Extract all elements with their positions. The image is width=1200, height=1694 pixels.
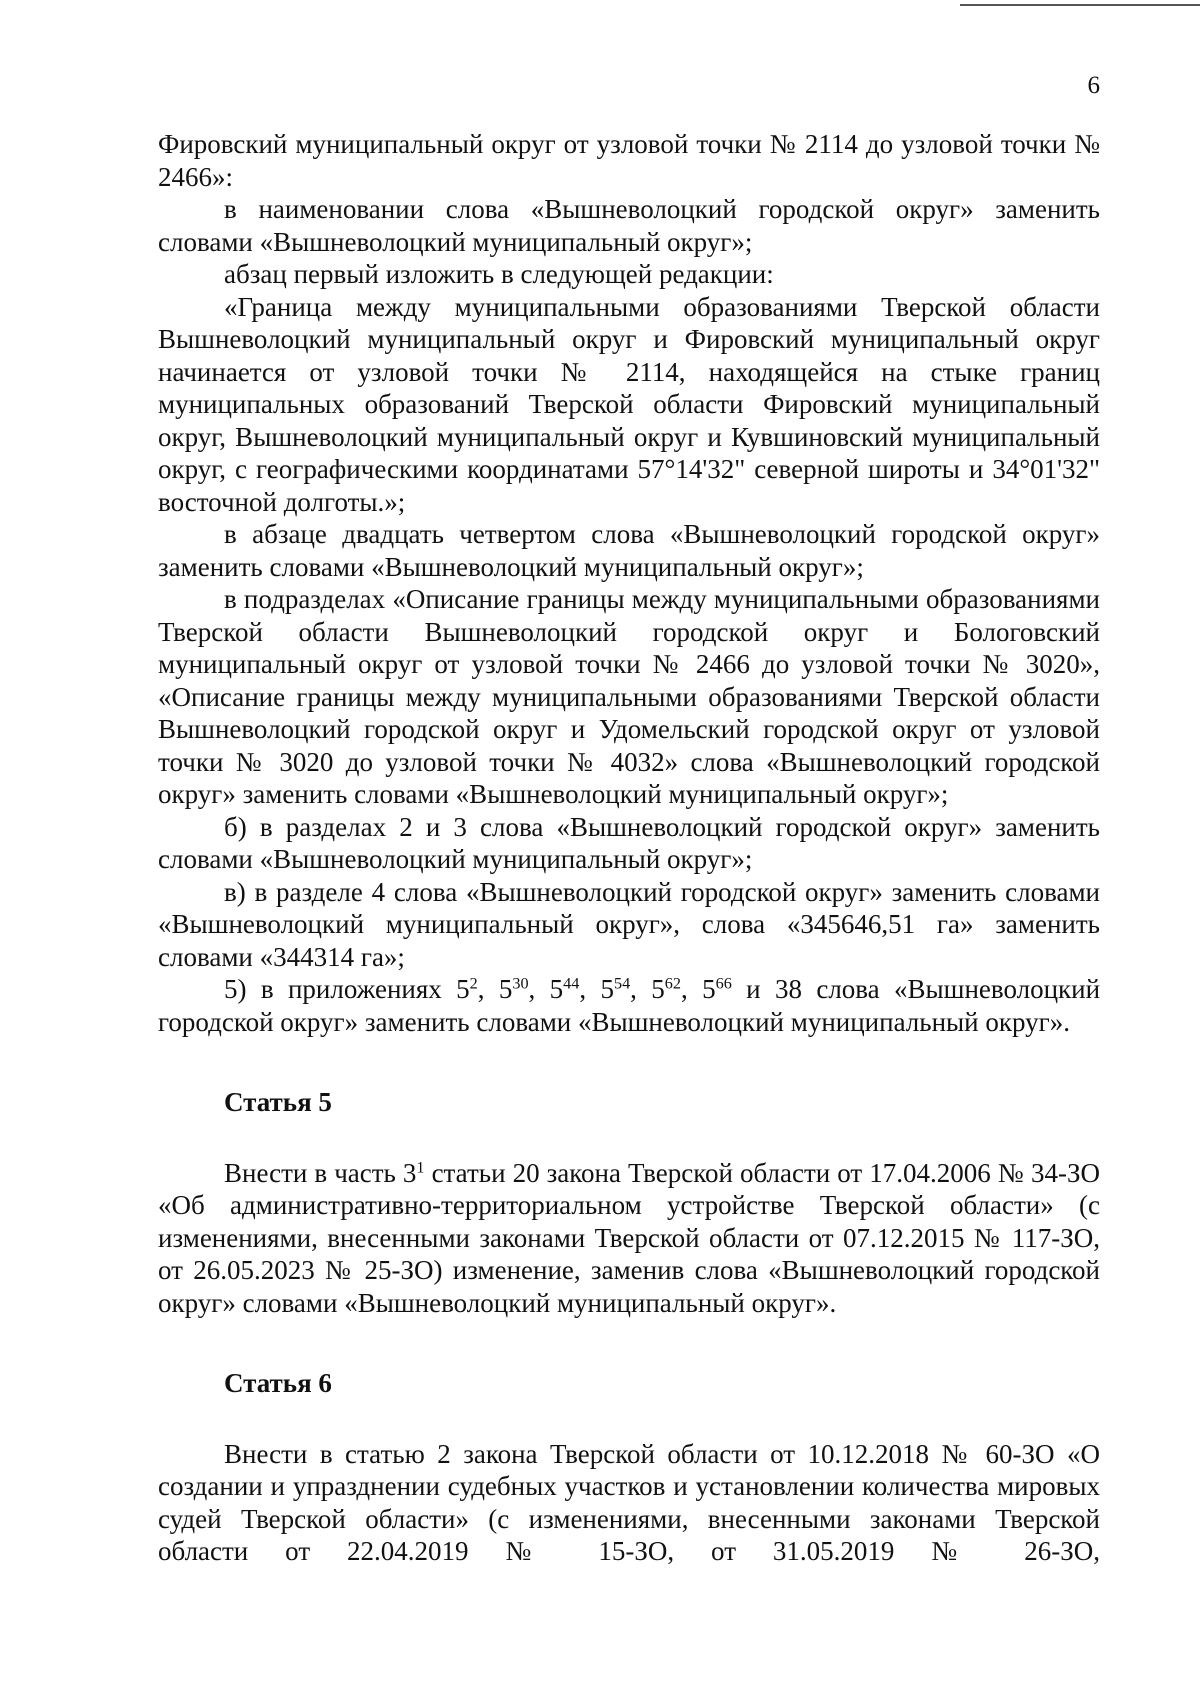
appendices-text: и 38 слова «Вышневолоцкий городской округ» заменить словами «Вышневолоцкий муниципальный округ». — [158, 974, 1101, 1037]
document-body — [158, 128, 1100, 1568]
superscript: 1 — [416, 1157, 425, 1176]
superscript: 62 — [664, 974, 681, 993]
appendices-text: , 5 — [477, 974, 513, 1004]
paragraph-appendices — [158, 973, 1100, 1038]
appendices-text: , 5 — [528, 974, 564, 1004]
superscript: 30 — [512, 974, 529, 993]
paragraph-abzac-24: в абзаце двадцать четвертом слова «Вышневолоцкий городской округ» заменить словами «Вышневолоцкий муниципальный округ»; — [158, 519, 1100, 582]
superscript: 54 — [613, 974, 631, 993]
appendices-text: 5) в приложениях 5 — [224, 974, 470, 1004]
article-6-heading: Статья 6 — [224, 1368, 332, 1398]
scan-edge-line — [960, 4, 1200, 6]
paragraph-boundary-quote: «Граница между муниципальными образованиями Тверской области Вышневолоцкий муниципальный округ и Фировский муниципальный округ начинается от узловой точки № 2114, находящейся на стыке границ муниципальных образований Тверской области Фировский муниципальный округ, Вышневолоцкий муниципальный округ и Кувшиновский муниципальный округ, с географическими координатами 57°14'32" северной широты и 34°01'32" восточной долготы.»; — [158, 291, 1100, 517]
paragraph-section-4: в) в разделе 4 слова «Вышневолоцкий городской округ» заменить словами «Вышневолоцкий муниципальный округ», слова «345646,51 га» заменить словами «344314 га»; — [158, 876, 1100, 972]
paragraph-continuation: Фировский муниципальный округ от узловой точки № 2114 до узловой точки № 2466»: — [158, 129, 1100, 192]
article-5-heading: Статья 5 — [224, 1087, 332, 1117]
paragraph-first-abzac: абзац первый изложить в следующей редакции: — [224, 259, 774, 289]
superscript: 66 — [715, 974, 732, 993]
appendices-text: , 5 — [579, 974, 614, 1004]
appendices-text: , 5 — [630, 974, 665, 1004]
paragraph-sections-2-3: б) в разделах 2 и 3 слова «Вышневолоцкий городской округ» заменить словами «Вышневолоцкий муниципальный округ»; — [158, 811, 1100, 874]
paragraph-title-change: в наименовании слова «Вышневолоцкий городской округ» заменить словами «Вышневолоцкий муниципальный округ»; — [158, 194, 1100, 257]
article-6-text: Внести в статью 2 закона Тверской области от 10.12.2018 № 60-ЗО «О создании и упразднении судебных участков и установлении количества мировых судей Тверской области» (с изменениями, внесенными законами Тверской области от 22.04.2019 № 15-ЗО, от 31.05.2019 № 26-ЗО, — [158, 1438, 1100, 1566]
paragraph-subsections: в подразделах «Описание границы между муниципальными образованиями Тверской области Вышневолоцкий городской округ и Бологовский муниципальный округ от узловой точки № 2466 до узловой точки № 3020», «Описание границы между муниципальными образованиями Тверской области Вышневолоцкий городской округ и Удомельский городской округ от узловой точки № 3020 до узловой точки № 4032» слова «Вышневолоцкий городской округ» заменить словами «Вышневолоцкий муниципальный округ»; — [158, 584, 1100, 809]
superscript: 44 — [563, 974, 580, 993]
superscript: 2 — [469, 974, 478, 993]
article-5-text-b: статьи 20 закона Тверской области от 17.04.2006 № 34-ЗО «Об административно-территориальном устройстве Тверской области» (с изменениями, внесенными законами Тверской области от 07.12.2015 № 117-ЗО, от 26.05.2023 № 25-ЗО) изменение, заменив слова «Вышневолоцкий городской округ» словами «Вышневолоцкий муниципальный округ». — [158, 1157, 1100, 1318]
appendices-text: , 5 — [680, 974, 716, 1004]
page-number: 6 — [1087, 72, 1100, 99]
article-5-text — [158, 1157, 1100, 1320]
article-5-text-a: Внести в часть 3 — [224, 1157, 417, 1188]
